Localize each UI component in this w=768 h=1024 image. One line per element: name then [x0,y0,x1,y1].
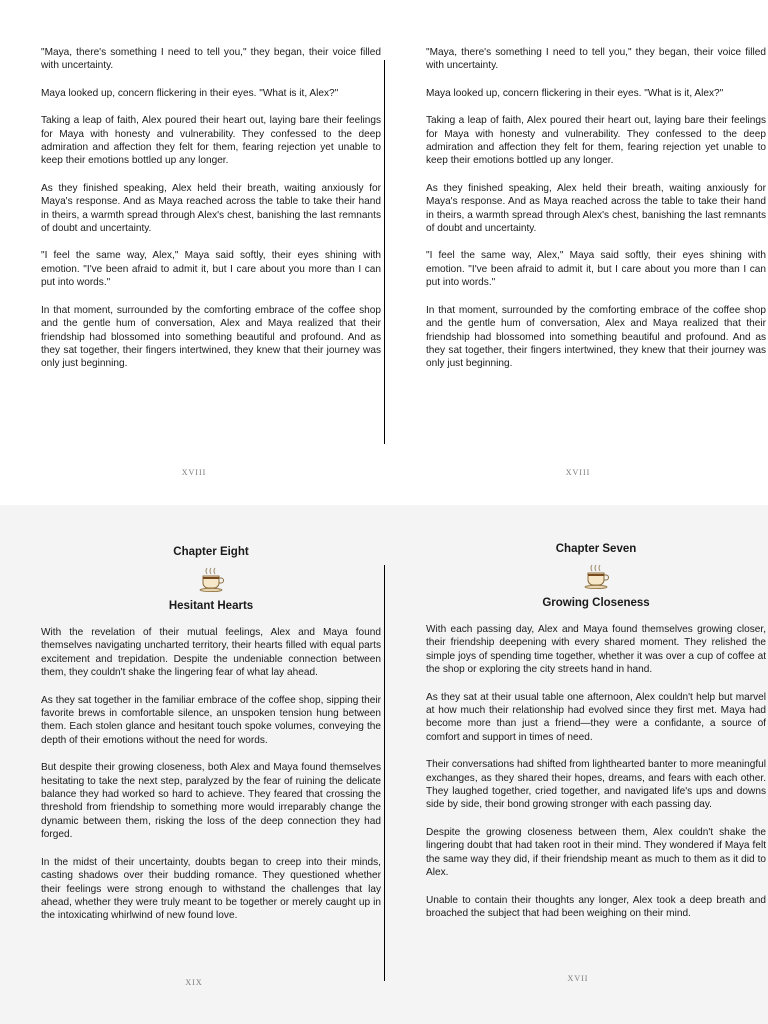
page-number: XVIII [565,468,591,477]
paragraph: As they finished speaking, Alex held their breath, waiting anxiously for Maya's response. And as Maya reached across the table to take their hand in theirs, a warmth spread through Alex's chest, banishing the last remnants of doubt and uncertainty. [41,182,381,235]
paragraph: Unable to contain their thoughts any longer, Alex took a deep breath and broached the subject that had been weighing on their mind. [426,894,766,919]
page-bottom-right [426,543,766,934]
paragraph: "Maya, there's something I need to tell you," they began, their voice filled with uncertainty. [426,47,766,72]
coffee-cup-icon [197,566,225,592]
paragraph: Maya looked up, concern flickering in their eyes. "What is it, Alex?" [41,87,339,99]
chapter-title: Growing Closeness [542,597,650,609]
page-top-right [426,46,766,385]
paragraph: Despite the growing closeness between them, Alex couldn't shake the lingering doubt that had taken root in their mind. They wondered if Maya felt the same way they did, if their friendship meant as much to them as it did to Alex. [426,826,766,879]
paragraph: Their conversations had shifted from lighthearted banter to more meaningful exchanges, as they shared their hopes, dreams, and fears with each other. They laughed together, cried together, and navigated life's ups and downs side by side, their bond growing stronger with each passing day. [426,759,766,811]
top-page-divider [384,60,385,444]
paragraph: But despite their growing closeness, both Alex and Maya found themselves hesitating to take the next step, paralyzed by the fear of ruining the delicate balance they had worked so hard to achieve. They feared that crossing the threshold from friendship to something more would irreparably change the dynamic between them, risking the loss of the deep connection they had forged. [41,762,381,841]
paragraph: With the revelation of their mutual feelings, Alex and Maya found themselves navigating uncharted territory, their hearts filled with equal parts excitement and trepidation. Despite the undeniable connection between them, they couldn't shake the lingering fear of what lay ahead. [41,627,381,679]
paragraph: As they sat at their usual table one afternoon, Alex couldn't help but marvel at how much their relationship had evolved since they first met. Maya had become more than just a friend—they were a confidante, a source of comfort and support in times of need. [426,691,766,743]
paragraph: In that moment, surrounded by the comforting embrace of the coffee shop and the gentle hum of conversation, Alex and Maya realized that their friendship had blossomed into something beautiful and profound. And as they sat together, their fingers intertwined, they knew that their journey was only just beginning. [426,304,766,370]
paragraph: "Maya, there's something I need to tell you," they began, their voice filled with uncertainty. [41,47,381,72]
bottom-page-divider [384,565,385,981]
paragraph: With each passing day, Alex and Maya found themselves growing closer, their friendship deepening with every shared moment. They relished the simple joys of spending time together, whether it was over a cup of coffee at the shop or exploring the city streets hand in hand. [426,624,766,676]
paragraph: Taking a leap of faith, Alex poured their heart out, laying bare their feelings for Maya with honesty and vulnerability. They confessed to the deep admiration and affection they felt for them, fearing rejection yet unable to keep their emotions bottled up any longer. [426,115,766,167]
paragraph: In the midst of their uncertainty, doubts began to creep into their minds, casting shadows over their budding romance. They questioned whether their feelings were strong enough to withstand the challenges that lay ahead, whether they were truly meant to be together or merely caught up in the intoxicating whirlwind of new found love. [41,856,381,922]
page-number: XVII [567,974,589,983]
chapter-label: Chapter Eight [173,546,249,558]
paragraph: "I feel the same way, Alex," Maya said softly, their eyes shining with emotion. "I've been afraid to admit it, but I care about you more than I can put into words." [41,250,381,289]
chapter-title: Hesitant Hearts [168,600,254,612]
page-number: XIX [185,978,203,987]
paragraph: As they sat together in the familiar embrace of the coffee shop, sipping their favorite brews in comfortable silence, an unspoken tension hung between them. Each stolen glance and hesitant touch spoke volumes, conveying the depth of their emotions without the need for words. [41,694,381,746]
paragraph: As they finished speaking, Alex held their breath, waiting anxiously for Maya's response. And as Maya reached across the table to take their hand in theirs, a warmth spread through Alex's chest, banishing the last remnants of doubt and uncertainty. [426,182,766,235]
chapter-label: Chapter Seven [555,543,637,555]
coffee-cup-icon [582,563,610,589]
page-top-left [41,46,381,385]
paragraph: "I feel the same way, Alex," Maya said softly, their eyes shining with emotion. "I've been afraid to admit it, but I care about you more than I can put into words." [426,250,766,289]
page-bottom-left [41,546,381,937]
page-number: XVIII [181,468,207,477]
paragraph: Maya looked up, concern flickering in their eyes. "What is it, Alex?" [426,87,724,99]
paragraph: In that moment, surrounded by the comforting embrace of the coffee shop and the gentle hum of conversation, Alex and Maya realized that their friendship had blossomed into something beautiful and profound. And as they sat together, their fingers intertwined, they knew that their journey was only just beginning. [41,304,381,370]
paragraph: Taking a leap of faith, Alex poured their heart out, laying bare their feelings for Maya with honesty and vulnerability. They confessed to the deep admiration and affection they felt for them, fearing rejection yet unable to keep their emotions bottled up any longer. [41,115,381,167]
